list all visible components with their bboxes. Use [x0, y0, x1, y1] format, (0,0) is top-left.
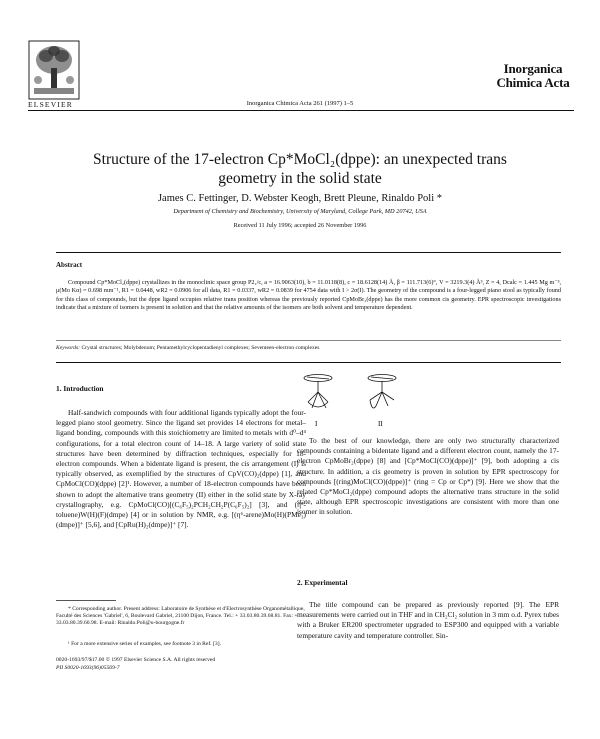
title-line-2: geometry in the solid state	[218, 170, 382, 187]
journal-name-line2: Chimica Acta	[496, 75, 570, 90]
journal-citation: Inorganica Chimica Acta 261 (1997) 1–5	[246, 100, 354, 107]
experimental-heading: 2. Experimental	[297, 578, 348, 587]
structure-II	[368, 375, 396, 409]
elsevier-tree-logo	[28, 40, 80, 100]
footnote-corresponding: * Corresponding author. Present address: Laboratoire de Synthèse et d'Electrosynthèse Organométallique, Faculté des Sciences 'Gabriel', 6, Boulevard Gabriel, 21100 Dijon, France. Tel.: + 33.03.80.39.68.81. Fax: + 33.03.80.39.60.98. E-mail: Rinaldo.Poli@u-bourgogne.fr	[56, 606, 305, 627]
structure-label-II: II	[378, 420, 383, 428]
journal-name-line1: Inorganica	[503, 61, 563, 76]
affiliation: Department of Chemistry and Biochemistry, University of Maryland, College Park, MD 20742, USA	[173, 208, 427, 215]
experimental-paragraph-1: The title compound can be prepared as previously reported [9]. The EPR measurements were carried out in THF and in CH₂Cl₂ solution in 3 mm o.d. Pyrex tubes with a Bruker ER200 spectrometer upgraded to ESP300 and equipped with a variable temperature cavity and temperature controller. Sin-	[297, 600, 559, 640]
abstract-mid-rule	[56, 340, 561, 341]
abstract-bottom-rule	[56, 362, 561, 363]
intro-paragraph-1: Half-sandwich compounds with four additional ligands typically adopt the four-legged piano stool geometry. Since the ligand set provides 14 electrons for metal–ligand bonding, compounds with this stoichiometry are limited to metals with d⁰–d⁴ configurations, for a total electron count of 14–18. A large variety of solid state structures have been determined by diffraction techniques, especially for 18-electron compounds. When a bidentate ligand is present, the cis arrangement (I) is typically observed, as exemplified by the structures of CpV(CO)₂(dppe) [1], and CpMoCl(CO)(dppe) [2]¹. However, a number of 18-electron compounds have been shown to adopt the alternative trans geometry (II) either in the solid state by X-ray crystallography, e.g. CpMoCl(CO)[(C₆F₅)₂PCH₂CH₂P(C₆F₅)₂] [3], and (η⁶-toluene)W(H)(F)(dmpe) [4] or in solution by NMR, e.g. [(η⁶-arene)Mo(H)(PMe₃)(dmpe)]⁺ [5,6], and [CpRu(H)₂(dmpe)]⁺ [7].	[56, 408, 306, 530]
article-title	[40, 150, 560, 188]
structure-label-I: I	[315, 420, 318, 428]
abstract-top-rule	[56, 252, 561, 253]
authors: James C. Fettinger, D. Webster Keogh, Brett Pleune, Rinaldo Poli *	[157, 193, 443, 204]
journal-name	[478, 62, 588, 90]
footnote-rule	[56, 600, 116, 601]
keywords-label: Keywords:	[56, 345, 81, 351]
structure-figure	[300, 368, 562, 434]
publisher-name: ELSEVIER	[28, 100, 74, 109]
received-dates: Received 11 July 1996; accepted 26 November 1996	[233, 222, 367, 229]
intro-heading: 1. Introduction	[56, 384, 104, 393]
abstract-heading: Abstract	[56, 261, 83, 269]
intro-right-paragraph: To the best of our knowledge, there are only two structurally characterized compounds containing a bidentate ligand and a different electron count, namely the 17-electron CpMoBr₂(dppe) [8] and [Cp*MoCl(CO)(dppe)]⁺ [9], both adopting a cis structure. In addition, a cis geometry is proven in solution by EPR spectroscopy for compounds [(ring)MoCl(CO)(dppe)]⁺ (ring = Cp or Cp*) [9]. Here we show that the related Cp*MoCl₂(dppe) compound adopts the alternative trans structure in the solid state, although EPR spectroscopic investigations are consistent with more than one isomer in solution.	[297, 436, 559, 517]
structure-I	[304, 375, 332, 409]
header-rule	[28, 110, 574, 111]
footnote-1: ¹ For a more extensive series of examples, see footnote 3 in Ref. [3].	[68, 641, 221, 647]
keywords	[56, 345, 561, 351]
issn-line: 0020-1693/97/$17.00 © 1997 Elsevier Science S.A. All rights reserved	[56, 657, 216, 663]
abstract-text: Compound Cp*MoCl₂(dppe) crystallizes in the monoclinic space group P2₁/c, a = 16.9063(10), b = 11.0118(8), c = 18.6128(14) Å, β = 111.713(6)°, V = 3219.3(4) Å³, Z = 4, Dcalc = 1.445 Mg m⁻³, μ(Mo Kα) = 0.698 mm⁻¹, R1 = 0.0448, wR2 = 0.0906 for all data, R1 = 0.0337, wR2 = 0.0839 for 4754 data with I > 2σ(I). The geometry of the compound is a four-legged piano stool as typically found for this class of compounds, but the dppe ligand occupies relative trans position whereas the previously reported CpMoBr₂(dppe) has the more common cis geometry. EPR spectroscopic investigations indicate that a mixture of isomers is present in solution and that the relative amounts of the isomers are both solvent and temperature dependent.	[56, 279, 561, 312]
title-line-1: Structure of the 17-electron Cp*MoCl₂(dppe): an unexpected trans	[93, 151, 507, 168]
keywords-list: Crystal structures; Molybdenum; Pentamethylcyclopentadienyl complexes; Seventeen-electron complexes	[81, 345, 320, 351]
pii-line: PII S0020-1693(96)05569-7	[56, 665, 120, 671]
